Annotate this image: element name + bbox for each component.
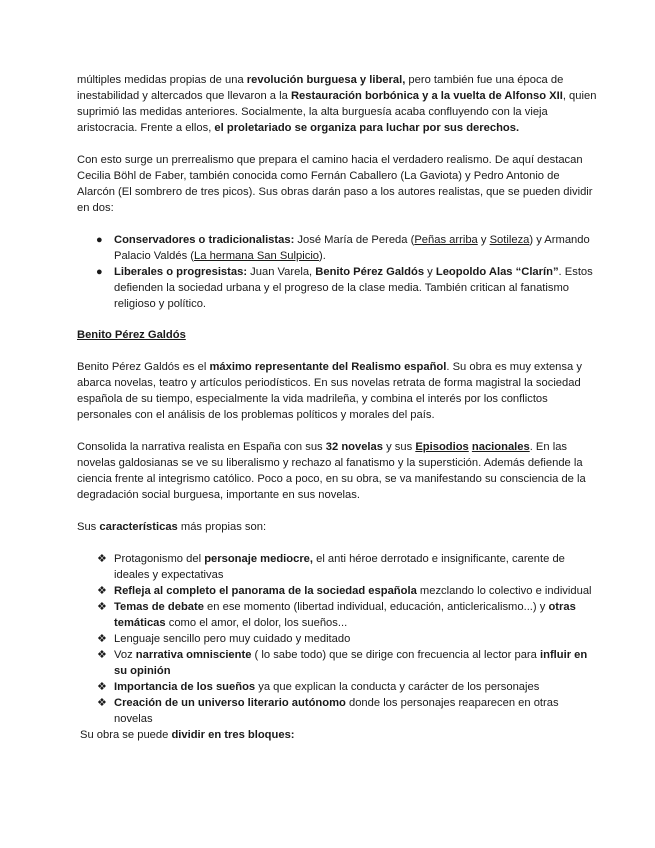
diamond-bullet-icon: ❖: [97, 585, 107, 597]
text: donde los personajes reaparecen en otras novelas: [114, 697, 559, 725]
underlined-title: Sotileza: [489, 234, 530, 246]
diamond-bullet-icon: ❖: [97, 601, 107, 613]
bold-text: Importancia de los sueños: [114, 681, 256, 693]
diamond-bullet-icon: ❖: [97, 697, 107, 709]
document-page: [77, 72, 599, 743]
bold-text: máximo representante del Realismo español: [209, 361, 447, 373]
list-item: [77, 599, 599, 631]
text: José María de Pereda (: [294, 234, 415, 246]
bold-text: Refleja al completo el panorama de la sociedad española: [114, 585, 417, 597]
bold-text: 32 novelas: [325, 441, 383, 453]
text: y: [477, 234, 490, 246]
list-item: [77, 583, 599, 599]
underlined-title: Peñas arriba: [414, 234, 478, 246]
text: mezclando lo colectivo e individual: [416, 585, 592, 597]
diamond-bullet-icon: ❖: [97, 681, 107, 693]
text: Protagonismo del: [114, 553, 205, 565]
text: ) y Armando Palacio Valdés (: [114, 234, 590, 262]
text: . Su obra es muy extensa y abarca novelas, teatro y artículos periodísticos. En sus novelas retrata de forma magistral la sociedad española de su tiempo, especialmente la vida madrileña, y combina el interés por los conflictos personales con el análisis de los problemas políticos y morales del país.: [77, 361, 582, 421]
text: Consolida la narrativa realista en España con sus: [77, 441, 326, 453]
bold-text: revolución burguesa y liberal,: [246, 74, 406, 86]
text: múltiples medidas propias de una: [77, 74, 247, 86]
paragraph-galdos-obra: [77, 439, 599, 503]
diamond-bullet-icon: ❖: [97, 553, 107, 565]
bullet-icon: ●: [96, 234, 103, 246]
list-item: [77, 631, 599, 647]
bold-underlined-text: Episodios: [415, 441, 469, 453]
heading-text: Benito Pérez Galdós: [77, 329, 186, 341]
bold-text: narrativa omnisciente: [135, 649, 252, 661]
text: ya que explican la conducta y carácter de los personajes: [255, 681, 540, 693]
text: y sus: [382, 441, 416, 453]
list-item: [77, 551, 599, 583]
text: más propias son:: [177, 521, 267, 533]
paragraph-bloques: [77, 727, 599, 743]
bold-text: Restauración borbónica y a la vuelta de Alfonso XII: [290, 90, 563, 102]
text: Su obra se puede: [80, 729, 172, 741]
text: ).: [319, 250, 326, 262]
bold-text: el proletariado se organiza para luchar por sus derechos.: [214, 122, 520, 134]
text: . Estos defienden la sociedad urbana y el progreso de la clase media. También critican al fanatismo religioso y político.: [114, 266, 593, 310]
list-item-liberales: [77, 264, 599, 312]
text: , quien suprimió las medidas anteriores. Socialmente, la alta burguesía acaba confluyendo con la vieja aristocracia. Frente a ellos,: [77, 90, 597, 134]
text: y: [424, 266, 436, 278]
text: Lenguaje sencillo pero muy cuidado y meditado: [114, 633, 351, 645]
bold-text: Leopoldo Alas “Clarín”: [435, 266, 559, 278]
features-list: [77, 551, 599, 727]
bold-text: personaje mediocre,: [204, 553, 313, 565]
text: . En las novelas galdosianas se ve su liberalismo y rechazo al fanatismo y la superstición. Además defiende la ciencia frente al integrismo católico. Poco a poco, en su obra, se va manifestando su consciencia de la degradación social burguesa, importante en sus novelas.: [77, 441, 586, 501]
bold-text: Benito Pérez Galdós: [315, 266, 425, 278]
list-item-conservadores: [77, 232, 599, 264]
text: como el amor, el dolor, los sueños...: [165, 617, 348, 629]
text: pero también fue una época de inestabilidad y altercados que llevaron a la: [77, 74, 564, 102]
section-heading: [77, 327, 599, 343]
list-item: [77, 679, 599, 695]
author-groups-list: [77, 232, 599, 312]
paragraph-prerrealismo: Con esto surge un prerrealismo que prepara el camino hacia el verdadero realismo. De aquí destacan Cecilia Böhl de Faber, también conocida como Fernán Caballero (La Gaviota) y Pedro Antonio de Alarcón (El sombrero de tres picos). Sus obras darán paso a los autores realistas, que se pueden dividir en dos:: [77, 154, 593, 214]
bold-text: Creación de un universo literario autónomo: [114, 697, 346, 709]
diamond-bullet-icon: ❖: [97, 633, 107, 645]
text: Sus: [77, 521, 100, 533]
bold-text: otras temáticas: [114, 601, 576, 629]
list-item: [77, 647, 599, 679]
paragraph-caracteristicas: [77, 519, 599, 535]
bold-underlined-text: nacionales: [471, 441, 530, 453]
text: Benito Pérez Galdós es el: [77, 361, 210, 373]
text: Voz: [114, 649, 136, 661]
bold-text: Temas de debate: [114, 601, 204, 613]
bold-text: Conservadores o tradicionalistas:: [114, 234, 295, 246]
text: ( lo sabe todo) que se dirige con frecuencia al lector para: [251, 649, 540, 661]
diamond-bullet-icon: ❖: [97, 649, 107, 661]
underlined-title: La hermana San Sulpicio: [194, 250, 320, 262]
paragraph-revolucion: [77, 72, 599, 136]
paragraph-galdos-intro: [77, 359, 599, 423]
bold-text: dividir en tres bloques:: [171, 729, 295, 741]
text: Juan Varela,: [247, 266, 316, 278]
bold-text: Liberales o progresistas:: [114, 266, 248, 278]
text: el anti héroe derrotado e insignificante, carente de ideales y expectativas: [114, 553, 565, 581]
list-item: [77, 695, 599, 727]
bold-text: características: [99, 521, 178, 533]
bullet-icon: ●: [96, 266, 103, 278]
text: en ese momento (libertad individual, educación, anticlericalismo...) y: [203, 601, 549, 613]
bold-text: influir en su opinión: [114, 649, 588, 677]
